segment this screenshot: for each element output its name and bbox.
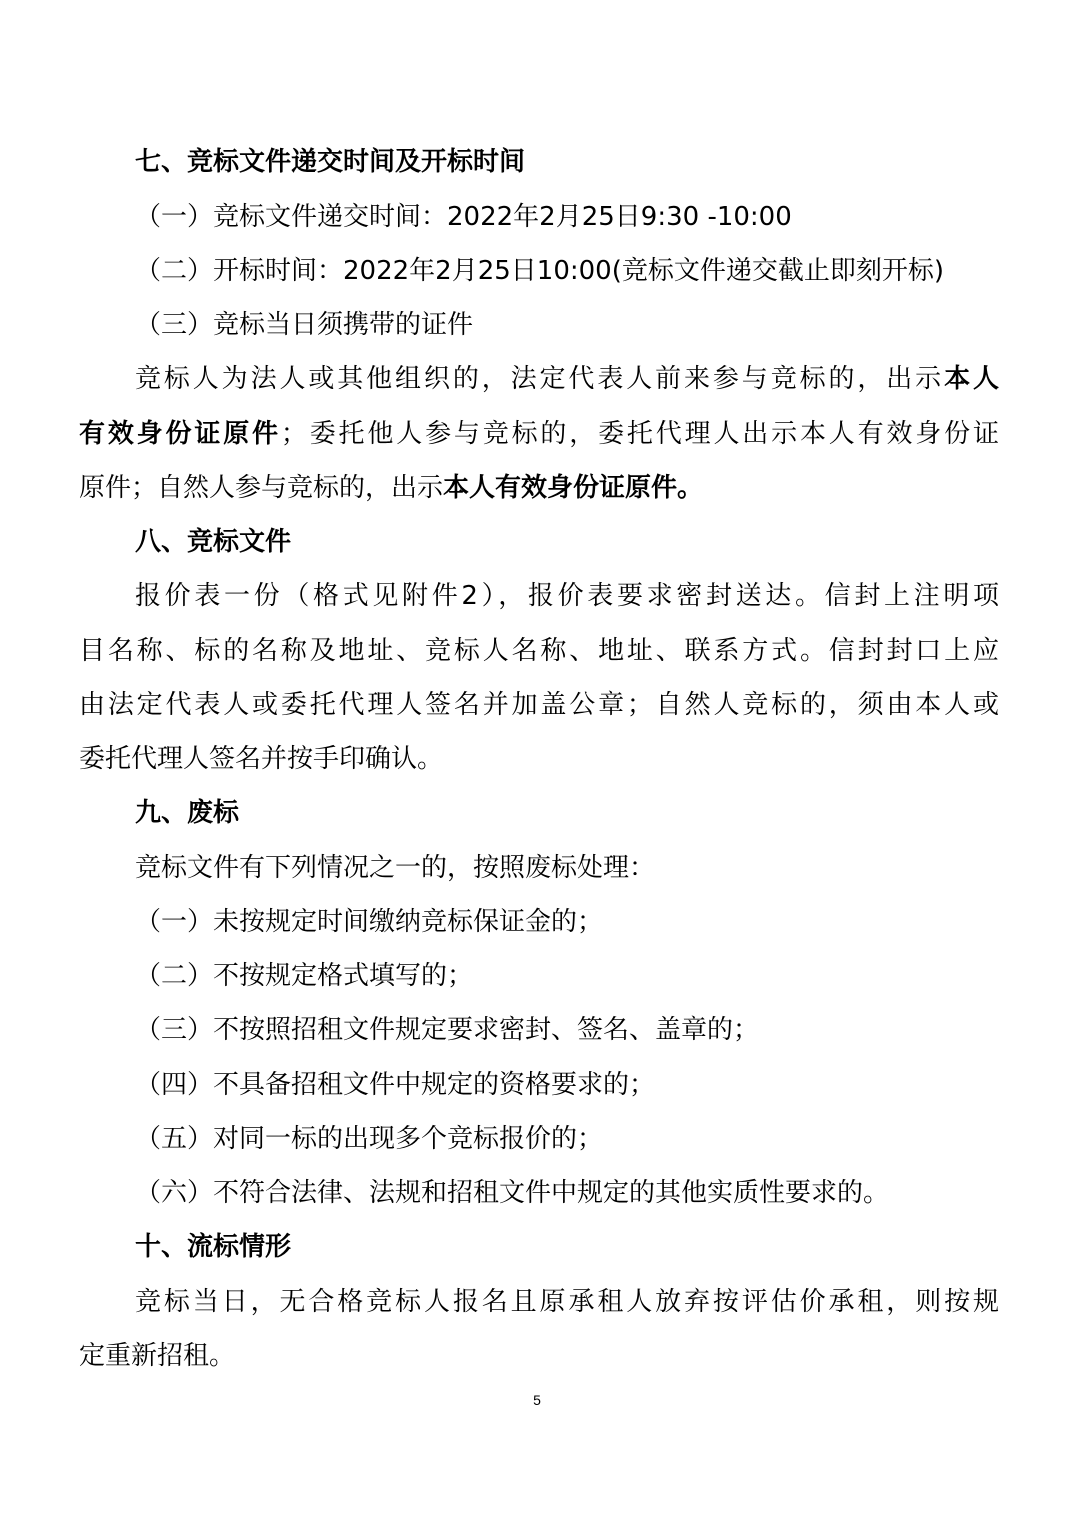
section-9-item-3: （三）不按照招租文件规定要求密封、签名、盖章的； (135, 1015, 760, 1045)
page-number: 5 (533, 1392, 541, 1408)
bold-text: 本人有效身份证原件。 (443, 473, 704, 503)
bold-text: 有效身份证原件 (79, 419, 281, 449)
section-8-line-2: 目名称、标的名称及地址、竞标人名称、地址、联系方式。信封封口上应 (79, 636, 999, 666)
section-9-item-2: （二）不按规定格式填写的； (135, 961, 474, 991)
section-8-line-1: 报价表一份（格式见附件2），报价表要求密封送达。信封上注明项 (135, 581, 999, 611)
bold-text: 本人 (944, 364, 999, 394)
section-7-item-1: （一）竞标文件递交时间：2022年2月25日9:30 -10:00 (135, 202, 792, 232)
section-7-paragraph-line-3 (79, 468, 999, 508)
section-9-item-6: （六）不符合法律、法规和招租文件中规定的其他实质性要求的。 (135, 1178, 890, 1208)
section-7-paragraph-line-1 (135, 359, 999, 399)
section-10-line-1: 竞标当日，无合格竞标人报名且原承租人放弃按评估价承租，则按规 (135, 1287, 999, 1317)
section-8-line-4: 委托代理人签名并按手印确认。 (79, 744, 444, 774)
section-9-intro: 竞标文件有下列情况之一的，按照废标处理： (135, 853, 656, 883)
section-7-paragraph-line-2 (79, 414, 999, 454)
section-9-item-1: （一）未按规定时间缴纳竞标保证金的； (135, 907, 604, 937)
section-9-item-5: （五）对同一标的出现多个竞标报价的； (135, 1124, 604, 1154)
section-7-heading: 七、竞标文件递交时间及开标时间 (135, 147, 526, 177)
paragraph-text: ；委托他人参与竞标的，委托代理人出示本人有效身份证 (280, 419, 999, 449)
section-10-line-2: 定重新招租。 (79, 1341, 236, 1371)
paragraph-text: 原件；自然人参与竞标的，出示 (79, 473, 444, 503)
section-10-heading: 十、流标情形 (135, 1232, 292, 1262)
section-7-item-2: （二）开标时间：2022年2月25日10:00(竞标文件递交截止即刻开标) (135, 256, 945, 286)
paragraph-text: 竞标人为法人或其他组织的，法定代表人前来参与竞标的，出示 (135, 364, 945, 394)
section-8-line-3: 由法定代表人或委托代理人签名并加盖公章；自然人竞标的，须由本人或 (79, 690, 999, 720)
section-9-heading: 九、废标 (135, 798, 240, 828)
section-9-item-4: （四）不具备招租文件中规定的资格要求的； (135, 1070, 656, 1100)
section-7-item-3: （三）竞标当日须携带的证件 (135, 310, 474, 340)
section-8-heading: 八、竞标文件 (135, 527, 292, 557)
